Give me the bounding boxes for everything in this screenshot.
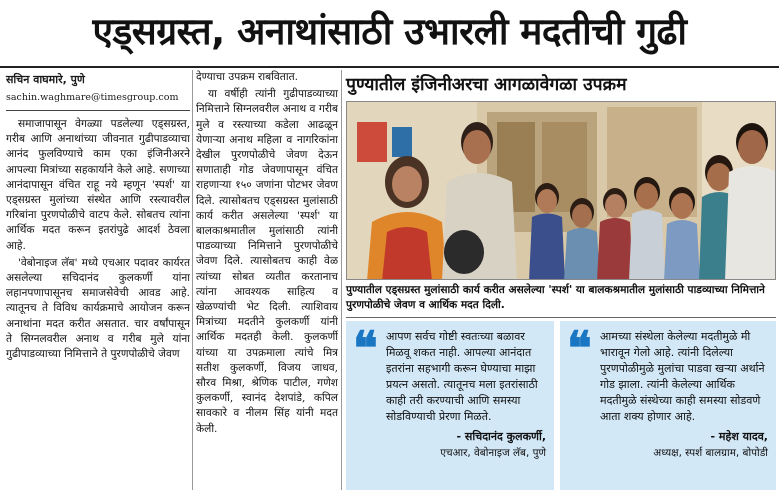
article-paragraph: समाजापासून वेगळ्या पडलेल्या एड्‌सग्रस्त, गरीब आणि अनाथांच्या जीवनात गुढीपाडव्याचा आनंद फुलविण्याचे काम एका इंजिनीअरने आपल्या मित्रांच्या सहकार्याने केले आहे. सणाच्या आनंदापासून वंचित राहू नये म्हणून 'स्पर्श' या एड्‌सग्रस्त मुलांच्या संस्थेत आणि रस्त्यावरील गरिबांना पुरणपोळीचे वाटप केले. सोबतच त्यांना आर्थिक मदत करून इतरांपुढे आदर्श ठेवला आहे. <box>6 118 190 252</box>
quote-author: - सचिदानंद कुलकर्णी, <box>456 430 546 443</box>
headline-rule <box>0 66 779 68</box>
article-paragraph: देण्याचा उपक्रम राबवितात. <box>196 71 298 83</box>
quote-mark-icon: ❝ <box>567 321 592 375</box>
article-paragraph: या वर्षीही त्यांनी गुढीपाडव्याच्या निमित्ताने सिग्नलवरील अनाथ व गरीब मुले व रस्त्याच्या कडेला आढळून येणाऱ्या अनाथ महिला व नागरिकांना देखील पुरणपोळीचे जेवण देऊन सणाताही गोड जेवणापासून वंचित राहणाऱ्या १५० जणांना पोटभर जेवण दिले. त्यासोबतच एड्‌सग्रस्त मुलांसाठी कार्य करीत असलेल्या 'स्पर्श' या बालकाश्रमातील मुलांसाठी त्यांनी पाडव्याच्या निमित्ताने पुरणपोळीचे जेवण दिले. त्यासोबतच काही वेळ त्यांच्या सोबत व्यतीत करतानाच त्यांना आवश्यक साहित्य व खेळण्यांची भेट दिली. त्याशिवाय मित्रांच्या मदतीने कुलकर्णी यांनी आर्थिक मदतही केली. कुलकर्णी यांच्या या उपक्रमाला त्यांचे मित्र सतीश कुलकर्णी, विजय जाधव, सौरव मिश्रा, श्रेणिक पाटील, गणेश कुलकर्णी, स्वानंद देशपांडे, कपिल सावकारे व नीलम सिंह यांनी मदत केली. <box>196 88 338 435</box>
author-email[interactable]: sachin.waghmare@timesgroup.com <box>6 92 179 103</box>
article-column-2 <box>196 70 338 490</box>
headline: एड्‌सग्रस्त, अनाथांसाठी उभारली मदतीची गुढी <box>92 10 687 53</box>
quote-mark-icon: ❝ <box>353 321 378 375</box>
quote-box-kulkarni <box>346 321 554 490</box>
article-paragraph: 'वेबोनाइज लॅब' मध्ये एचआर पदावर कार्यरत असलेल्या सचिदानंद कुलकर्णी यांना लहानपणापासूनच समाजसेवेची आवड आहे. त्यातूनच ते विविध कार्यक्रमाचे आयोजन करून अनाथांना मदत करीत असतात. चार वर्षांपासून ते सिग्नलवरील अनाथ व गरीब मुले यांना गुढीपाडव्याच्या निमित्ताने ते पुरणपोळीचे जेवण <box>6 256 190 361</box>
byline: सचिन वाघमारे, पुणे <box>6 73 85 86</box>
caption-rule <box>346 317 776 318</box>
column-divider <box>341 70 342 490</box>
photo-caption: पुण्यातील एड्‌सग्रस्त मुलांसाठी कार्य करीत असलेल्या 'स्पर्श' या बालकश्रमातील मुलांसाठी पाडव्याच्या निमित्ताने पुरणपोळीचे जेवण व आर्थिक मदत दिली. <box>346 284 765 311</box>
quote-author-role: एचआर, वेबोनाइज लॅब, पुणे <box>440 447 546 459</box>
quote-box-yadav <box>560 321 776 490</box>
quote-text: आपण सर्वच गोष्टी स्वतःच्या बळावर मिळवू शकत नाही. आपल्या आनंदात इतरांना सहभागी करून घेण्याचा माझा प्रयत्न असतो. त्यातूनच मला इतरांसाठी काही तरी करण्याची आणि समस्या सोडविण्याची प्रेरणा मिळते. <box>386 330 538 423</box>
quote-author-role: अध्यक्ष, स्पर्श बालग्राम, बोपोडी <box>653 447 768 459</box>
subheadline: पुण्यातील इंजिनीअरचा आगळावेगळा उपक्रम <box>346 75 627 95</box>
byline-rule <box>6 110 190 111</box>
article-column-1 <box>6 117 190 489</box>
column-divider <box>192 70 193 490</box>
news-photo <box>346 101 776 280</box>
quote-author: - महेश यादव, <box>710 430 768 443</box>
quote-text: आमच्या संस्थेला केलेल्या मदतीमुळे मी भारावून गेलो आहे. त्यांनी दिलेल्या पुरणपोळीमुळे मुलांचा पाडवा खऱ्या अर्थाने गोड झाला. त्यांनी केलेल्या आर्थिक मदतीमुळे संस्थेच्या काही समस्या सोडवणे आता शक्य होणार आहे. <box>600 330 765 423</box>
